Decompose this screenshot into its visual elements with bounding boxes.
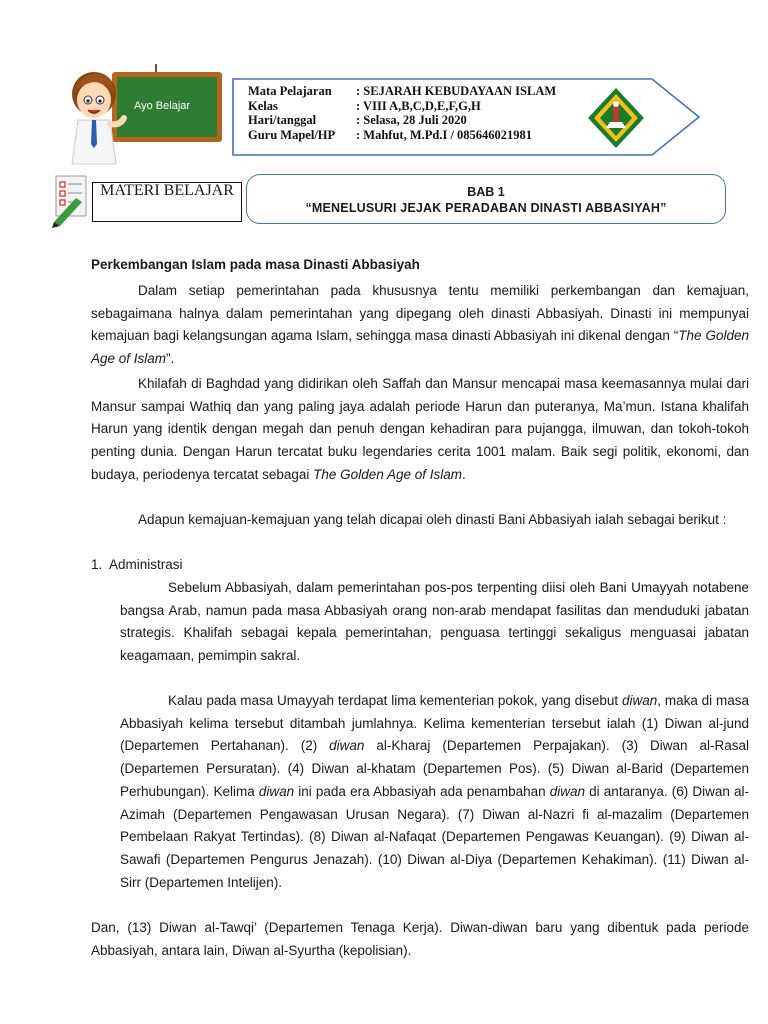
info-table (248, 84, 556, 142)
info-row: Mata Pelajaran : SEJARAH KEBUDAYAAN ISLAM (248, 84, 557, 98)
paragraph: Khilafah di Baghdad yang didirikan oleh Saffah dan Mansur mencapai masa keemasannya mulai dari Mansur sampai Wathiq dan yang paling jaya adalah periode Harun dan puteranya, Ma’mun. Istana khalifah Harun yang identik dengan megah dan penuh dengan kehadiran para pujangga, ilmuwan, dan tokoh-tokoh penting dunia. Dengan Harun tercatat buku legendaries cerita 1001 malam. Baik segi politik, ekonomi, dan budaya, periodenya tercatat sebagai The Golden Age of Islam. (91, 376, 749, 482)
info-row: Guru Mapel/HP : Mahfut, M.Pd.I / 085646021981 (248, 127, 533, 142)
chalkboard-label: Ayo Belajar (134, 100, 191, 112)
list-item: 1. Administrasi (91, 557, 183, 572)
paragraph: Dalam setiap pemerintahan pada khususnya tentu memiliki perkembangan dan kemajuan, sebagaimana halnya dalam pemerintahan yang dipegang oleh dinasti Abbasiyah. Dinasti ini mempunyai kemajuan bagi kelangsungan agama Islam, sehingga masa dinasti Abbasiyah ini dikenal dengan “The Golden Age of Islam”. (91, 283, 750, 367)
teacher-chalkboard-illustration (64, 64, 224, 166)
chapter-box (246, 174, 726, 224)
paragraph: Kalau pada masa Umayyah terdapat lima kementerian pokok, yang disebut diwan, maka di masa Abbasiyah kelima tersebut ditambah jumlahnya. Kelima kementerian tersebut ialah (1) Diwan al-jund (Departemen Pertahanan). (2) diwan al-Kharaj (Departemen Perpajakan). (3) Diwan al-Rasal (Departemen Persuratan). (4) Diwan al-khatam (Departemen Pos). (5) Diwan al-Barid (Departemen Perhubungan). Kelima diwan ini pada era Abbasiyah ada penambahan diwan di antaranya. (6) Diwan al-Azimah (Departemen Pengawasan Urusan Negara). (7) Diwan al-Nazri fi al-mazalim (Departemen Pembelaan Rakyat Tertindas). (8) Diwan al-Nafaqat (Departemen Pengawas Keuangan). (9) Diwan al-Sawafi (Departemen Pengurus Jenazah). (10) Diwan al-Diya (Departemen Kehakiman). (11) Diwan al-Sirr (Departemen Intelijen). (120, 693, 750, 890)
paragraph: Dan, (13) Diwan al-Tawqi’ (Departemen Tenaga Kerja). Diwan-diwan baru yang dibentuk pada periode Abbasiyah, antara lain, Diwan al-Syurtha (kepolisian). (91, 920, 749, 958)
paragraph: Adapun kemajuan-kemajuan yang telah dicapai oleh dinasti Bani Abbasiyah ialah sebagai berikut : (138, 512, 727, 527)
chapter-subtitle: “MENELUSURI JEJAK PERADABAN DINASTI ABBASIYAH” (305, 201, 667, 215)
school-logo-icon (584, 86, 648, 150)
paragraph: Sebelum Abbasiyah, dalam pemerintahan pos-pos terpenting diisi oleh Bani Umayyah notabene bangsa Arab, namun pada masa Abbasiyah orang non-arab mendapat fasilitas dan menduduki jabatan strategis. Khalifah sebagai kepala pemerintahan, penguasa tertinggi sekaligus menguasai jabatan keagamaan, pemimpin sakral. (120, 580, 749, 664)
materi-belajar-label: MATERI BELAJAR (92, 182, 242, 222)
section-title: Perkembangan Islam pada masa Dinasti Abbasiyah (91, 257, 420, 272)
checklist-icon (46, 174, 96, 228)
info-row: Hari/tanggal : Selasa, 28 Juli 2020 (248, 113, 467, 127)
info-row: Kelas : VIII A,B,C,D,E,F,G,H (248, 98, 481, 113)
chapter-title: BAB 1 (467, 185, 505, 199)
